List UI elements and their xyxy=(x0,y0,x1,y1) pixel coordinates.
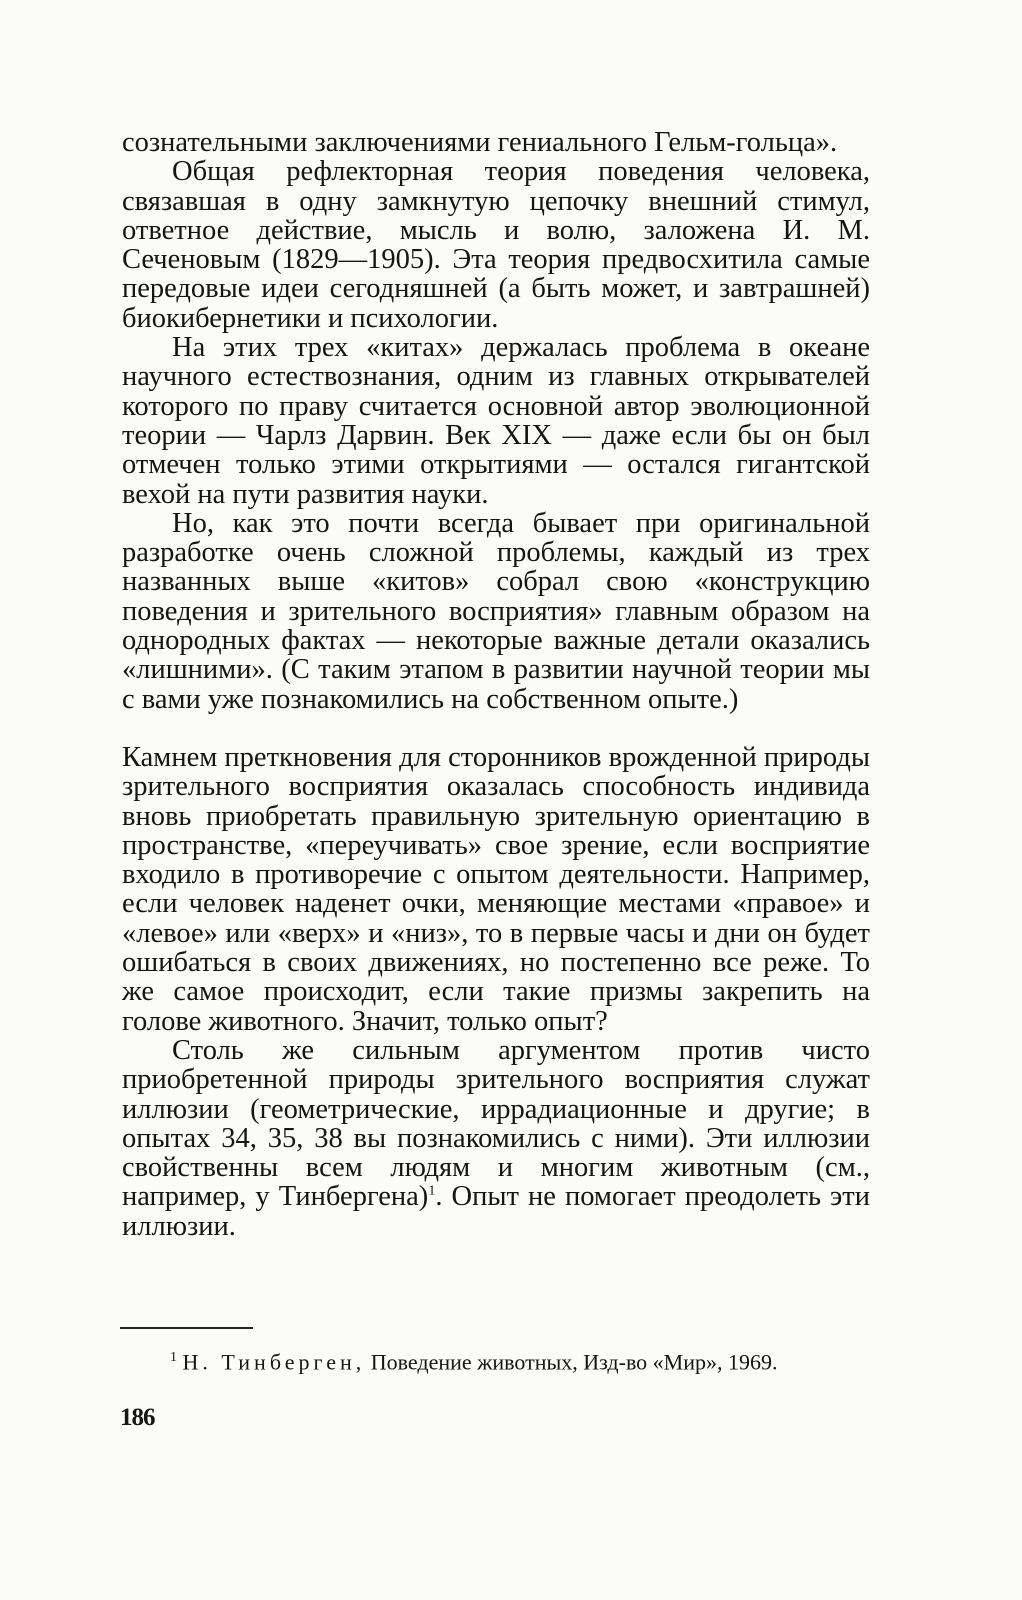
paragraph-sechenov: Общая рефлекторная теория поведения человека, связавшая в одну замкнутую цепочку внешний стимул, ответное действие, мысль и волю, заложена И. М. Сеченовым (1829—1905). Эта теория предвосхитила самые передовые идеи сегодняшней (а быть может, и завтрашней) биокибернетики и психологии. xyxy=(122,156,870,334)
footnote-text: Поведение животных, Изд-во «Мир», 1969. xyxy=(370,1349,778,1375)
body-text xyxy=(122,128,870,1241)
footnote-author: Н. Тинберген, xyxy=(182,1349,366,1375)
paragraph-stumbling-block: Камнем преткновения для сторонников врожденной природы зрительного восприятия оказалась способность индивида вновь приобретать правильную зрительную ориентацию в пространстве, «переучивать» свое зрение, если восприятие входило в противоречие с опытом деятельности. Например, если человек наденет очки, меняющие местами «правое» и «левое» или «верх» и «низ», то в первые часы и дни он будет ошибаться в своих движениях, но постепенно все реже. То же самое происходит, если такие призмы закрепить на голове животного. Значит, только опыт? xyxy=(122,741,870,1037)
paragraph-darwin: На этих трех «китах» держалась проблема в океане научного естествознания, одним из главных открывателей которого по праву считается основной автор эволюционной теории — Чарлз Дарвин. Век XIX — даже если бы он был отмечен только этими открытиями — остался гигантской вехой на пути развития науки. xyxy=(122,332,870,510)
page-number: 186 xyxy=(120,1404,155,1431)
paragraph-continuation: сознательными заключениями гениального Гельм-гольца». xyxy=(122,127,838,158)
paragraph-whales: Но, как это почти всегда бывает при оригинальной разработке очень сложной проблемы, каждый из трех названных выше «китов» собрал свою «конструкцию поведения и зрительного восприятия» главным образом на однородных фактах — некоторые важные детали оказались «лишними». (С таким этапом в развитии научной теории мы с вами уже познакомились на собственном опыте.) xyxy=(122,507,870,715)
paragraph-illusions-text: Столь же сильным аргументом против чисто приобретенной природы зрительного восприятия служат иллюзии (геометрические, иррадиационные и другие; в опытах 34, 35, 38 вы познакомились с ними). Эти иллюзии свойственны всем людям и многим животным (см., например, у Тинбергена) xyxy=(122,1034,870,1213)
paragraph-illusions-end: . Опыт не помогает преодолеть эти иллюзии. xyxy=(122,1181,870,1242)
footnote-divider xyxy=(120,1327,253,1329)
paragraph-illusions xyxy=(122,1036,870,1241)
footnote-mark: 1 xyxy=(170,1350,177,1365)
footnote-reference: 1 xyxy=(428,1183,436,1199)
footnote xyxy=(120,1341,870,1378)
